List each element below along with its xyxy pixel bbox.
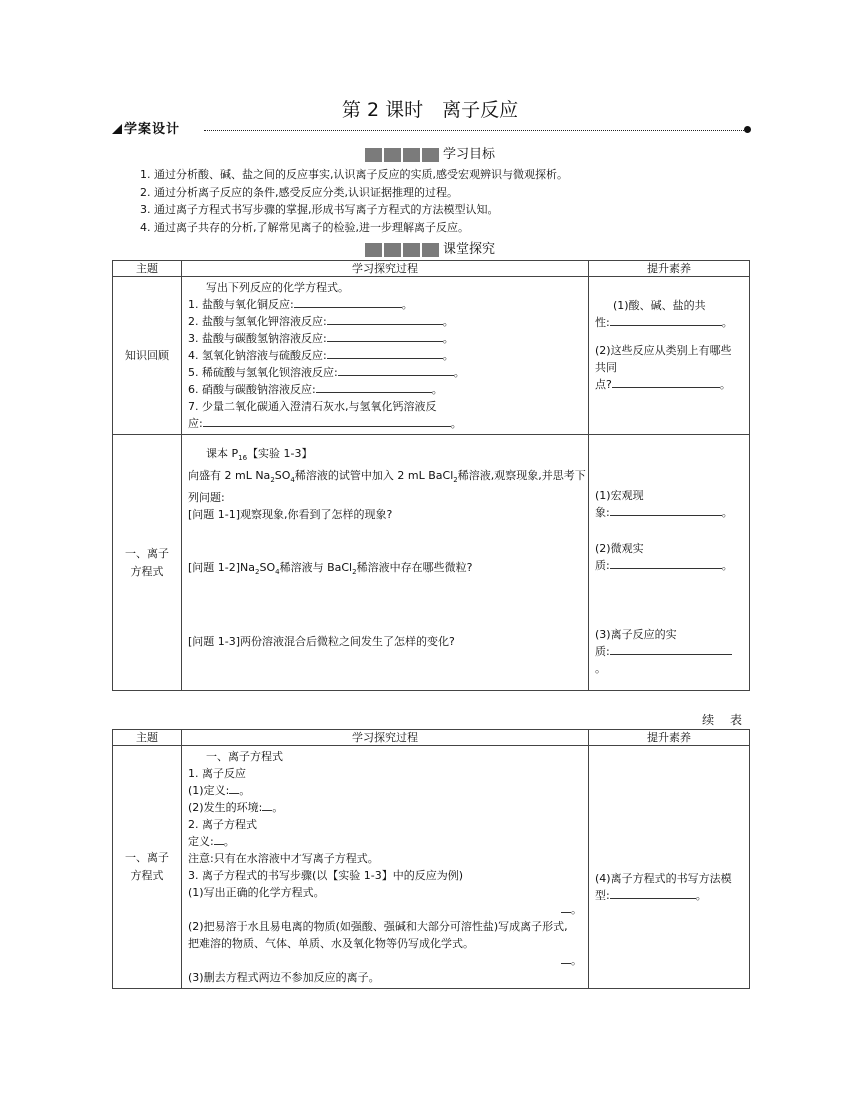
process-line: 注意:只有在水溶液中才写离子方程式。 <box>188 852 379 865</box>
explore-table-2 <box>112 729 750 989</box>
table-header-row <box>113 261 750 277</box>
literacy-text: 象: 。 <box>595 506 733 519</box>
table-row <box>113 277 750 435</box>
equation-item-cont: 应: 。 <box>188 417 462 430</box>
literacy-text: (3)离子反应的实 <box>595 628 677 641</box>
dot-icon <box>744 126 751 133</box>
equation-item: 3. 盐酸与碳酸氢钠溶液反应: 。 <box>188 332 454 345</box>
section-heading-goals <box>0 147 860 164</box>
literacy-text: (2)这些反应从类别上有哪些 <box>595 344 732 357</box>
explore-table-1 <box>112 260 750 691</box>
goal-item: 4. 通过离子共存的分析,了解常见离子的检验,进一步理解离子反应。 <box>140 220 469 234</box>
grey-blocks-icon <box>365 243 441 257</box>
literacy-text: 共同 <box>595 361 617 374</box>
process-line: (1)写出正确的化学方程式。 <box>188 886 325 899</box>
answer-blank[interactable] <box>610 504 722 516</box>
process-line: 1. 离子反应 <box>188 767 246 780</box>
literacy-text: 型: 。 <box>595 889 707 902</box>
equation-item: 1. 盐酸与氧化铜反应: 。 <box>188 298 413 311</box>
literacy-text: 性: 。 <box>595 316 733 329</box>
process-line: 一、离子方程式 <box>206 750 283 763</box>
literacy-text: 质: <box>595 643 743 660</box>
process-cell <box>182 746 589 989</box>
section-heading-text: 学习目标 <box>442 147 495 162</box>
process-cell <box>182 277 589 435</box>
process-line: 3. 离子方程式的书写步骤(以【实验 1-3】中的反应为例) <box>188 869 464 882</box>
header-topic: 主题 <box>113 730 182 746</box>
answer-blank[interactable] <box>262 799 272 811</box>
process-line: 。 <box>188 952 582 969</box>
answer-blank[interactable] <box>561 952 571 964</box>
answer-blank[interactable] <box>612 376 720 388</box>
answer-blank[interactable] <box>338 364 454 376</box>
process-line: (2)发生的环境: 。 <box>188 801 284 814</box>
banner-label <box>112 122 180 138</box>
answer-blank[interactable] <box>327 330 443 342</box>
equation-item: 6. 硝酸与碳酸钠溶液反应: 。 <box>188 383 443 396</box>
goal-item: 1. 通过分析酸、碱、盐之间的反应事实,认识离子反应的实质,感受宏观辨识与微观探析。 <box>140 168 568 181</box>
experiment-ref: 课本 $P_{16}$【实验 1-3】 <box>206 447 313 463</box>
experiment-text: 列问题: <box>188 491 225 505</box>
goal-item: 3. 通过离子方程式书写步骤的掌握,形成书写离子方程式的方法模型认知。 <box>140 203 499 216</box>
learning-goals <box>140 166 750 236</box>
answer-blank[interactable] <box>610 557 722 569</box>
literacy-text: (1)酸、碱、盐的共 <box>613 299 706 312</box>
page-title: 第 2 课时 离子反应 <box>341 99 519 121</box>
process-line: (2)把易溶于水且易电离的物质(如强酸、强碱和大部分可溶性盐)写成离子形式, <box>188 920 568 933</box>
question-item: [问题 $1-2]Na_2SO_4$稀溶液与 BaCl$_2$稀溶液中存在哪些微粒? <box>188 561 473 577</box>
process-line: 定义: 。 <box>188 835 235 848</box>
literacy-text: 质: 。 <box>595 559 733 572</box>
table-row <box>113 746 750 989</box>
topic-cell: 一、离子 方程式 <box>113 746 182 989</box>
goal-item: 2. 通过分析离子反应的条件,感受反应分类,认识证据推理的过程。 <box>140 185 458 199</box>
literacy-text: 点? 。 <box>595 378 731 391</box>
equation-item: 5. 稀硫酸与氢氧化钡溶液反应: 。 <box>188 366 465 379</box>
literacy-text: 。 <box>595 662 606 675</box>
process-line: 2. 离子方程式 <box>188 818 257 831</box>
topic-cell: 一、离子 方程式 <box>113 435 182 691</box>
equation-item: 7. 少量二氧化碳通入澄清石灰水,与氢氧化钙溶液反 <box>188 400 437 413</box>
literacy-text: (2)微观实 <box>595 542 644 555</box>
header-literacy: 提升素养 <box>589 261 750 277</box>
triangle-icon <box>112 124 122 134</box>
answer-blank[interactable] <box>610 887 696 899</box>
answer-blank[interactable] <box>610 314 722 326</box>
answer-blank[interactable] <box>561 901 571 913</box>
process-line: 把难溶的物质、气体、单质、水及氧化物等仍写成化学式。 <box>188 937 474 950</box>
answer-blank[interactable] <box>316 381 432 393</box>
answer-blank[interactable] <box>610 643 732 655</box>
section-heading-explore <box>0 242 860 259</box>
answer-blank[interactable] <box>214 833 224 845</box>
process-cell <box>182 435 589 691</box>
continued-label: 续 表 <box>702 713 748 727</box>
question-item: [问题 1-3]两份溶液混合后微粒之间发生了怎样的变化? <box>188 634 455 648</box>
table-row <box>113 435 750 691</box>
answer-blank[interactable] <box>229 782 239 794</box>
section-banner <box>112 122 752 138</box>
process-line: (1)定义: 。 <box>188 784 251 797</box>
header-literacy: 提升素养 <box>589 730 750 746</box>
process-line: (3)删去方程式两边不参加反应的离子。 <box>188 971 380 984</box>
table-header-row <box>113 730 750 746</box>
literacy-cell <box>589 277 750 435</box>
answer-blank[interactable] <box>327 347 443 359</box>
header-process: 学习探究过程 <box>182 730 589 746</box>
header-topic: 主题 <box>113 261 182 277</box>
answer-blank[interactable] <box>294 296 402 308</box>
process-line: 。 <box>188 901 582 918</box>
literacy-cell <box>589 746 750 989</box>
section-heading-text: 课堂探究 <box>442 242 495 257</box>
answer-blank[interactable] <box>327 313 443 325</box>
equation-item: 2. 盐酸与氢氧化钾溶液反应: 。 <box>188 315 454 328</box>
equation-item: 4. 氢氧化钠溶液与硫酸反应: 。 <box>188 349 454 362</box>
experiment-text: 向盛有 2 mL $Na_2SO_4$稀溶液的试管中加入 2 mL BaCl$_2$稀溶液,观察现象,并思考下 <box>188 469 586 485</box>
literacy-text: (4)离子方程式的书写方法模 <box>595 872 732 885</box>
literacy-cell <box>589 435 750 691</box>
question-item: [问题 1-1]观察现象,你看到了怎样的现象? <box>188 508 393 522</box>
intro-text: 写出下列反应的化学方程式。 <box>206 281 349 294</box>
literacy-text: (1)宏观现 <box>595 489 644 502</box>
answer-blank[interactable] <box>203 415 451 427</box>
header-process: 学习探究过程 <box>182 261 589 277</box>
grey-blocks-icon <box>365 148 441 162</box>
topic-cell: 知识回顾 <box>113 277 182 435</box>
dotted-rule <box>204 130 744 131</box>
banner-text: 学案设计 <box>124 122 181 137</box>
